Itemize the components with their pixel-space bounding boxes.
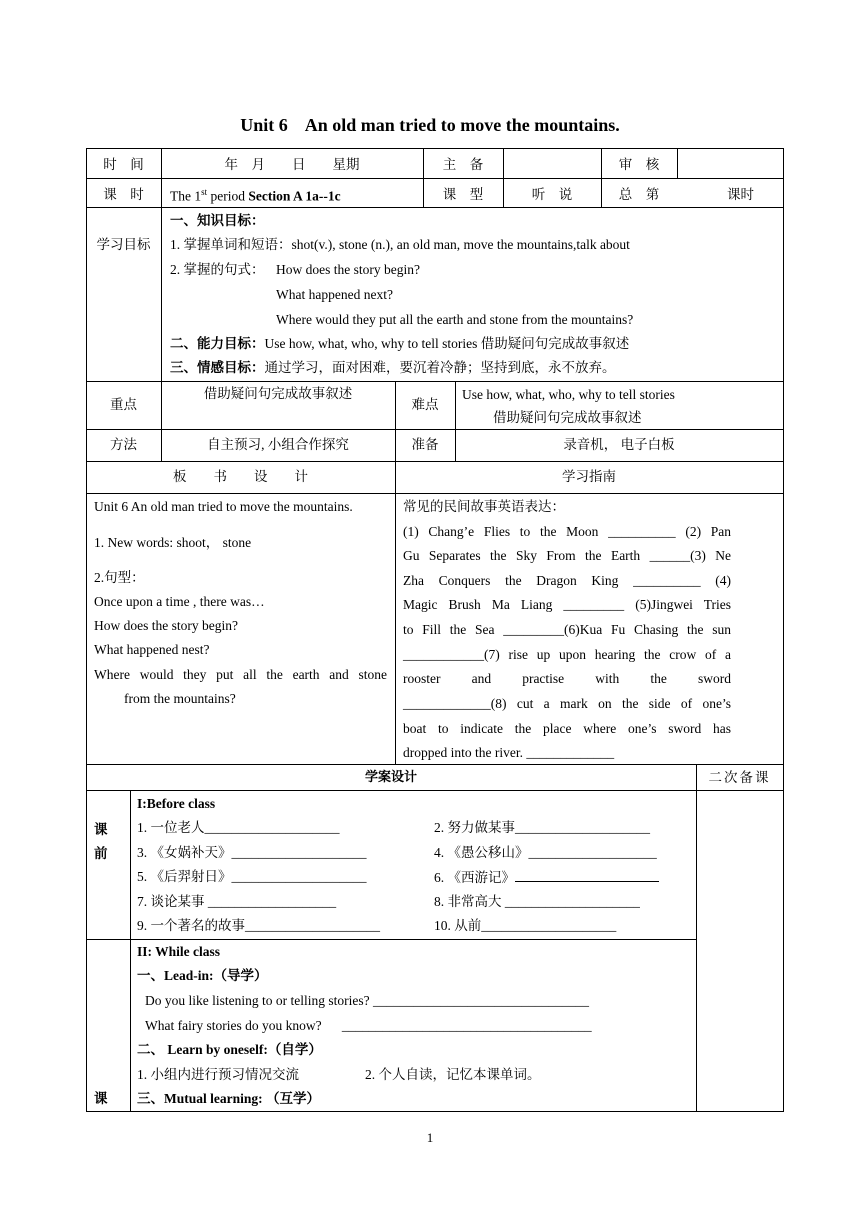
ability-objective: 二、能力目标：Use how, what, who, why to tell stories 借助疑问句完成故事叙述 bbox=[170, 336, 630, 351]
sentence-pattern-2: What happened next? bbox=[276, 287, 393, 302]
review-label: 审 核 bbox=[618, 157, 660, 172]
lead-in-title: 一、Lead-in:（导学） bbox=[137, 968, 268, 983]
lesson-type-value: 听 说 bbox=[531, 187, 573, 202]
knowledge-item-2-prefix: 2. 掌握的句式： bbox=[170, 262, 265, 277]
guide-line-9: boat to indicate the place where one’s sword has bbox=[403, 721, 731, 736]
before-item-6: 6. 《西游记》 bbox=[434, 869, 659, 886]
guide-line-6: ____________(7) rise up upon hearing the crow of a bbox=[403, 647, 731, 662]
guide-line-3: Zha Conquers the Dragon King __________ (4) bbox=[403, 573, 731, 588]
guide-line-4: Magic Brush Ma Liang _________ (5)Jingwei Tries bbox=[403, 597, 731, 612]
while-side: 课 bbox=[94, 1091, 108, 1106]
total-suffix: 课时 bbox=[727, 187, 754, 202]
key-point-text: 借助疑问句完成故事叙述 bbox=[203, 386, 353, 401]
difficulty-line-1: Use how, what, who, why to tell stories bbox=[462, 387, 675, 402]
difficulty-line-2: 借助疑问句完成故事叙述 bbox=[493, 410, 642, 425]
guide-line-1: (1) Chang’e Flies to the Moon __________ (2) Pan bbox=[403, 524, 731, 539]
mutual-learning-title: 三、Mutual learning: （互学） bbox=[137, 1091, 321, 1106]
lead-teacher-label: 主 备 bbox=[442, 157, 484, 172]
sentence-pattern-3: Where would they put all the earth and stone from the mountains? bbox=[276, 312, 634, 327]
before-item-1: 1. 一位老人____________________ bbox=[137, 820, 340, 835]
guide-intro: 常见的民间故事英语表达： bbox=[403, 499, 565, 514]
self-learning-2: 2. 个人自读，记忆本课单词。 bbox=[365, 1067, 541, 1082]
board-line-1: Unit 6 An old man tried to move the mountains. bbox=[94, 499, 353, 514]
date-field: 年 月 日 星期 bbox=[224, 157, 360, 172]
board-line-4: Once upon a time , there was… bbox=[94, 594, 265, 609]
objectives-label: 学习目标 bbox=[96, 237, 151, 252]
period-value: The 1st period Section A 1a--1c bbox=[170, 187, 341, 204]
page-number: 1 bbox=[426, 1130, 434, 1145]
lesson-type-label: 课 型 bbox=[442, 187, 484, 202]
method-label: 方法 bbox=[110, 437, 137, 452]
before-item-8: 8. 非常高大 ____________________ bbox=[434, 894, 640, 909]
design-label: 学案设计 bbox=[364, 770, 417, 785]
total-label: 总 第 bbox=[618, 187, 660, 202]
before-class-title: I:Before class bbox=[137, 796, 216, 811]
board-design-label: 板 书 设 计 bbox=[173, 469, 308, 484]
document-title: Unit 6 An old man tried to move the mountains. bbox=[240, 115, 620, 135]
preparation-label: 准备 bbox=[411, 437, 439, 452]
sentence-pattern-1: How does the story begin? bbox=[276, 262, 420, 277]
emotion-objective: 三、情感目标：通过学习，面对困难，要沉着冷静；坚持到底，永不放弃。 bbox=[170, 360, 616, 375]
key-point-label: 重点 bbox=[110, 397, 137, 412]
before-item-3: 3. 《女娲补天》____________________ bbox=[137, 845, 367, 860]
before-item-10: 10. 从前____________________ bbox=[434, 918, 617, 933]
board-line-2: 1. New words: shoot， stone bbox=[94, 535, 252, 550]
method-text: 自主预习, 小组合作探究 bbox=[207, 437, 349, 452]
knowledge-title: 一、知识目标： bbox=[170, 213, 265, 228]
before-item-4: 4. 《愚公移山》___________________ bbox=[434, 845, 657, 860]
self-learning-title: 二、 Learn by oneself:（自学） bbox=[137, 1042, 322, 1057]
board-line-5: How does the story begin? bbox=[94, 618, 238, 633]
board-line-8: from the mountains? bbox=[124, 691, 236, 706]
lead-in-question-2: What fairy stories do you know? _____________________________________ bbox=[145, 1018, 592, 1033]
knowledge-item-1: 1. 掌握单词和短语：shot(v.), stone (n.), an old man, move the mountains,talk about bbox=[170, 237, 630, 252]
guide-line-5: to Fill the Sea _________(6)Kua Fu Chasing the sun bbox=[403, 622, 731, 637]
guide-line-10: dropped into the river. _____________ bbox=[403, 745, 615, 760]
preparation-text: 录音机， 电子白板 bbox=[563, 437, 675, 452]
self-learning-1: 1. 小组内进行预习情况交流 bbox=[137, 1067, 299, 1082]
board-line-3: 2.句型： bbox=[94, 570, 145, 585]
while-class-title: II: While class bbox=[137, 944, 221, 959]
before-item-2: 2. 努力做某事____________________ bbox=[434, 820, 650, 835]
period-label: 课 时 bbox=[103, 187, 144, 202]
before-side-1: 课 bbox=[94, 822, 108, 837]
second-prep-label: 二次备课 bbox=[708, 770, 771, 785]
learning-guide-label: 学习指南 bbox=[562, 469, 616, 484]
time-label: 时 间 bbox=[103, 157, 144, 172]
guide-line-2: Gu Separates the Sky From the Earth ______(3) Ne bbox=[403, 548, 731, 563]
guide-line-8: _____________(8) cut a mark on the side of one’s bbox=[403, 696, 731, 711]
guide-line-7: rooster and practise with the sword bbox=[403, 671, 731, 686]
lead-in-question-1: Do you like listening to or telling stories? ________________________________ bbox=[145, 993, 589, 1008]
before-item-9: 9. 一个著名的故事____________________ bbox=[137, 918, 380, 933]
board-line-7: Where would they put all the earth and stone bbox=[94, 667, 387, 682]
before-item-5: 5. 《后羿射日》____________________ bbox=[137, 869, 367, 884]
before-side-2: 前 bbox=[94, 846, 108, 861]
difficulty-label: 难点 bbox=[411, 397, 439, 412]
board-line-6: What happened nest? bbox=[94, 642, 210, 657]
before-item-7: 7. 谈论某事 ___________________ bbox=[137, 894, 337, 909]
